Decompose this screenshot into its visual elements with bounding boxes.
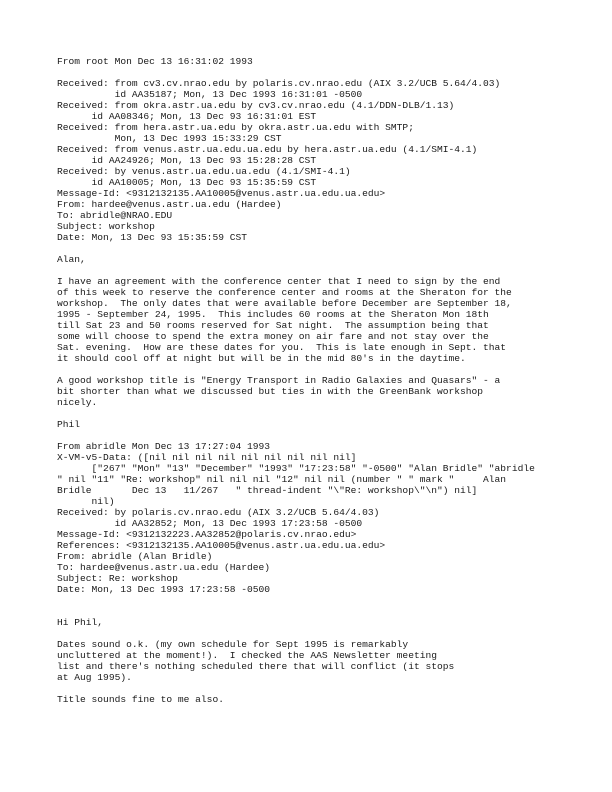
blank-line <box>57 595 605 606</box>
text-line: From abridle Mon Dec 13 17:27:04 1993 <box>57 441 271 452</box>
text-line: it should cool off at night but will be in the mid 80's in the daytime. <box>57 353 466 364</box>
blank-line <box>57 430 605 441</box>
text-line: 1995 - September 24, 1995. This includes 60 rooms at the Sheraton Mon 18th <box>57 309 489 320</box>
text-line: nil) <box>57 496 115 507</box>
text-line: Message-Id: <9312132223.AA32852@polaris.cv.nrao.edu> <box>57 529 357 540</box>
text-line: Date: Mon, 13 Dec 93 15:35:59 CST <box>57 232 247 243</box>
blank-line <box>57 67 605 78</box>
text-line: nicely. <box>57 397 98 408</box>
text-line: Bridle Dec 13 11/267 " thread-indent "\"Re: workshop\"\n") nil] <box>57 485 478 496</box>
blank-line <box>57 243 605 254</box>
text-line: From: abridle (Alan Bridle) <box>57 551 213 562</box>
text-line: References: <9312132135.AA10005@venus.astr.ua.edu.ua.edu> <box>57 540 386 551</box>
text-line: Received: from cv3.cv.nrao.edu by polaris.cv.nrao.edu (AIX 3.2/UCB 5.64/4.03) <box>57 78 501 89</box>
text-line: id AA08346; Mon, 13 Dec 93 16:31:01 EST <box>57 111 317 122</box>
blank-line <box>57 683 605 694</box>
blank-line <box>57 408 605 419</box>
text-line: id AA10005; Mon, 13 Dec 93 15:35:59 CST <box>57 177 317 188</box>
text-line: till Sat 23 and 50 rooms reserved for Sat night. The assumption being that <box>57 320 489 331</box>
text-line: Phil <box>57 419 81 430</box>
text-line: Title sounds fine to me also. <box>57 694 224 705</box>
text-line: To: abridle@NRAO.EDU <box>57 210 173 221</box>
text-line: id AA32852; Mon, 13 Dec 1993 17:23:58 -0500 <box>57 518 363 529</box>
text-line: Received: from venus.astr.ua.edu.ua.edu by hera.astr.ua.edu (4.1/SMI-4.1) <box>57 144 478 155</box>
text-line: I have an agreement with the conference center that I need to sign by the end <box>57 276 501 287</box>
blank-line <box>57 628 605 639</box>
text-line: Received: from okra.astr.ua.edu by cv3.cv.nrao.edu (4.1/DDN-DLB/1.13) <box>57 100 455 111</box>
text-line: To: hardee@venus.astr.ua.edu (Hardee) <box>57 562 271 573</box>
text-line: Message-Id: <9312132135.AA10005@venus.astr.ua.edu.ua.edu> <box>57 188 386 199</box>
blank-line <box>57 265 605 276</box>
text-line: Date: Mon, 13 Dec 1993 17:23:58 -0500 <box>57 584 271 595</box>
text-line: Received: from hera.astr.ua.edu by okra.astr.ua.edu with SMTP; <box>57 122 414 133</box>
text-line: Received: by polaris.cv.nrao.edu (AIX 3.2/UCB 5.64/4.03) <box>57 507 380 518</box>
text-line: " nil "11" "Re: workshop" nil nil nil "12" nil nil (number " " mark " Alan <box>57 474 507 485</box>
text-line: uncluttered at the moment!). I checked the AAS Newsletter meeting <box>57 650 437 661</box>
text-line: Mon, 13 Dec 1993 15:33:29 CST <box>57 133 282 144</box>
text-line: Dates sound o.k. (my own schedule for Sept 1995 is remarkably <box>57 639 409 650</box>
text-line: bit shorter than what we discussed but ties in with the GreenBank workshop <box>57 386 484 397</box>
text-line: id AA24926; Mon, 13 Dec 93 15:28:28 CST <box>57 155 317 166</box>
text-line: workshop. The only dates that were available before December are September 18, <box>57 298 512 309</box>
text-line: ["267" "Mon" "13" "December" "1993" "17:23:58" "-0500" "Alan Bridle" "abridle <box>57 463 535 474</box>
text-line: some will choose to spend the extra money on air fare and not stay over the <box>57 331 489 342</box>
text-line: at Aug 1995). <box>57 672 132 683</box>
text-line: id AA35187; Mon, 13 Dec 1993 16:31:01 -0500 <box>57 89 363 100</box>
text-line: A good workshop title is "Energy Transport in Radio Galaxies and Quasars" - a <box>57 375 501 386</box>
blank-line <box>57 364 605 375</box>
text-line: Hi Phil, <box>57 617 104 628</box>
text-line: of this week to reserve the conference center and rooms at the Sheraton for the <box>57 287 512 298</box>
text-line: Subject: workshop <box>57 221 155 232</box>
text-line: Alan, <box>57 254 86 265</box>
text-line: list and there's nothing scheduled there that will conflict (it stops <box>57 661 455 672</box>
text-line: From root Mon Dec 13 16:31:02 1993 <box>57 56 253 67</box>
blank-line <box>57 606 605 617</box>
text-line: From: hardee@venus.astr.ua.edu (Hardee) <box>57 199 282 210</box>
text-line: Received: by venus.astr.ua.edu.ua.edu (4.1/SMI-4.1) <box>57 166 351 177</box>
text-line: Sat. evening. How are these dates for you. This is late enough in Sept. that <box>57 342 507 353</box>
text-line: Subject: Re: workshop <box>57 573 178 584</box>
text-line: X-VM-v5-Data: ([nil nil nil nil nil nil nil nil nil] <box>57 452 357 463</box>
email-document <box>57 56 605 705</box>
